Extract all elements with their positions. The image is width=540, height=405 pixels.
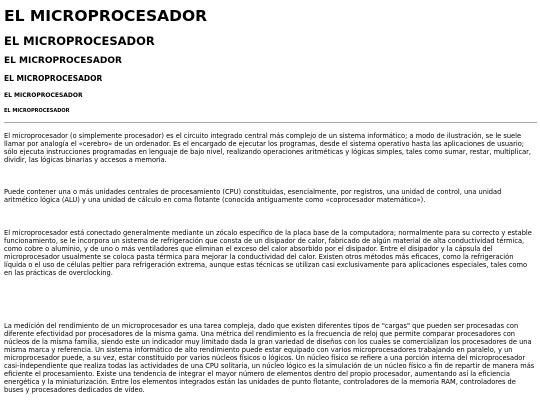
heading-level-6: EL MICROPROCESADOR: [4, 107, 70, 114]
heading-level-2: EL MICROPROCESADOR: [4, 33, 155, 48]
heading-level-4: EL MICROPROCESADOR: [4, 74, 103, 83]
horizontal-divider: [4, 122, 537, 123]
paragraph-cooling: El microprocesador está conectado generalmente mediante un zócalo específico de la placa base de la computadora; normalmente para su correcto y estable funcionamiento, se le incorpora un sistema de refrigeración que consta de un disipador de calor, fabricado de algún material de alta conductividad térmica, como cobre o aluminio, y de uno o más ventiladores que eliminan el exceso del calor absorbido por el disipador. Entre el disipador y la cápsula del microprocesador usualmente se coloca pasta térmica para mejorar la conductividad del calor. Existen otros métodos más eficaces, como la refrigeración líquida o el uso de células peltier para refrigeración extrema, aunque estas técnicas se utilizan casi exclusivamente para aplicaciones especiales, tales como en las prácticas de overclocking.: [4, 228, 532, 277]
heading-level-3: EL MICROPROCESADOR: [4, 56, 122, 66]
paragraph-intro: El microprocesador (o simplemente procesador) es el circuito integrado central más complejo de un sistema informático; a modo de ilustración, se le suele llamar por analogía el «cerebro» de un ordenador. Es el encargado de ejecutar los programas, desde el sistema operativo hasta las aplicaciones de usuario; sólo ejecuta instrucciones programadas en lenguaje de bajo nivel, realizando operaciones aritméticas y lógicas simples, tales como sumar, restar, multiplicar, dividir, las lógicas binarias y accesos a memoria.: [4, 131, 532, 164]
heading-level-1: EL MICROPROCESADOR: [4, 7, 208, 25]
heading-level-5: EL MICROPROCESADOR: [4, 91, 83, 99]
paragraph-cpu-units: Puede contener una o más unidades centrales de procesamiento (CPU) constituidas, esencialmente, por registros, una unidad de control, una unidad aritmético lógica (ALU) y una unidad de cálculo en coma flotante (conocida antiguamente como «coprocesador matemático»).: [4, 187, 502, 204]
paragraph-performance: La medición del rendimiento de un microprocesador es una tarea compleja, dado que existen diferentes tipos de "cargas" que pueden ser procesadas con diferente efectividad por procesadores de la misma gama. Una métrica del rendimiento es la frecuencia de reloj que permite comparar procesadores con núcleos de la misma familia, siendo este un indicador muy limitado dada la gran variedad de diseños con los cuales se comercializan los procesadores de una misma marca y referencia. Un sistema informático de alto rendimiento puede estar equipado con varios microprocesadores trabajando en paralelo, y un microprocesador puede, a su vez, estar constituido por varios núcleos físicos o lógicos. Un núcleo físico se refiere a una porción interna del microprocesador casi-independiente que realiza todas las actividades de una CPU solitaria, un núcleo lógico es la simulación de un núcleo físico a fin de repartir de manera más eficiente el procesamiento. Existe una tendencia de integrar el mayor número de elementos dentro del propio procesador, aumentando así la eficiencia energética y la miniaturización. Entre los elementos integrados están las unidades de punto flotante, controladores de la memoria RAM, controladores de buses y procesadores dedicados de vídeo.: [4, 321, 535, 394]
